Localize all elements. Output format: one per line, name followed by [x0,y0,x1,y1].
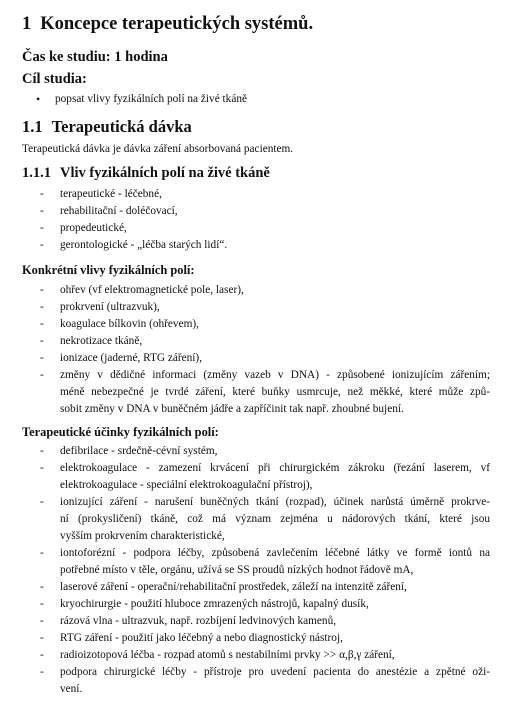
dash-bullet-icon: - [40,335,44,347]
heading-1 [22,14,313,35]
dash-bullet-icon: - [40,222,44,234]
list-item-line: vyšším prokrvením charakteristické, [60,530,225,542]
list-item-line: ionizace (jaderné, RTG záření), [60,352,203,364]
list-item-line: gerontologické - „léčba starých lidí“. [60,239,228,251]
concrete-effects-list [40,282,490,418]
concrete-effects-label: Konkrétní vlivy fyzikálních polí: [22,263,195,277]
list-item-line: rázová vlna - ultrazvuk, např. rozbíjení ledvinových kamenů, [60,615,337,627]
list-item [40,545,490,579]
heading-3-text: Vliv fyzikálních polí na živé tkáně [60,165,270,181]
dash-bullet-icon: - [40,205,44,217]
list-item [40,186,490,203]
dash-bullet-icon: - [40,188,44,200]
dash-bullet-icon: - [40,632,44,644]
therapeutic-effects-label: Terapeutické účinky fyzikálních polí: [22,425,219,439]
list-item [40,367,490,418]
list-item [40,460,490,494]
list-item [40,316,490,333]
heading-2-text: Terapeutická dávka [51,117,192,136]
list-item [40,220,490,237]
list-item-line: elektrokoagulace - speciální elektrokoagulační přístroj), [60,479,313,491]
list-item-line: podpora chirurgické léčby - přístroje pro uvedení pacienta do anestézie a zpětné oži- [60,666,490,678]
heading-3 [22,165,270,182]
dash-bullet-icon: - [40,496,44,508]
list-item [40,596,490,613]
dash-bullet-icon: - [40,598,44,610]
list-item-line: ohřev (vf elektromagnetické pole, laser), [60,284,244,296]
dash-bullet-icon: - [40,318,44,330]
list-item [40,237,490,254]
heading-3-number: 1.1.1 [22,165,51,181]
dash-bullet-icon: - [40,615,44,627]
dash-bullet-icon: - [40,352,44,364]
list-item-line: vení. [60,683,83,695]
list-item-line: propedeutické, [60,222,127,234]
dash-bullet-icon: - [40,369,44,381]
list-item-line: koagulace bílkovin (ohřevem), [60,318,199,330]
dash-bullet-icon: - [40,666,44,678]
goal-item-text: popsat vlivy fyzikálních polí na živé tkáně [55,93,247,105]
dash-bullet-icon: - [40,239,44,251]
list-item-line: laserové záření - operační/rehabilitační prostředek, záleží na intenzitě záření, [60,581,407,593]
list-item [40,350,490,367]
dash-bullet-icon: - [40,462,44,474]
list-item-line: radioizotopová léčba - rozpad atomů s nestabilními prvky >> α,β,γ záření, [60,649,395,661]
list-item [40,613,490,630]
heading-1-number: 1 [22,14,32,34]
list-item-line: elektrokoagulace - zamezení krvácení při chirurgickém zákroku (řezání laserem, vf [60,462,490,474]
study-time: Čas ke studiu: 1 hodina [22,49,168,65]
list-item-line: ní (prokysličení) tkáně, což má význam zejména u nádorových tkání, které jsou [60,513,490,525]
list-item-line: rehabilitační - doléčovací, [60,205,178,217]
list-item [40,299,490,316]
dose-definition: Terapeutická dávka je dávka záření absorbovaná pacientem. [22,143,294,155]
list-item-line: iontoforézní - podpora léčby, způsobená zavlečením léčebné látky ve formě iontů na [60,547,490,559]
list-item-line: potřebné místo v těle, orgánu, užívá se SS proudů nízkých hodnot řádově mA, [60,564,414,576]
dash-bullet-icon: - [40,581,44,593]
dash-bullet-icon: - [40,547,44,559]
list-item [40,333,490,350]
dash-bullet-icon: - [40,445,44,457]
list-item [40,443,490,460]
heading-1-text: Koncepce terapeutických systémů. [40,14,314,34]
list-item-line: méně nebezpečné je tvrdé záření, které buňky usmrcuje, než měkké, které může způ- [60,386,490,398]
list-item-line: terapeutické - léčebné, [60,188,162,200]
bullet-dot-icon: • [36,92,41,106]
list-item [40,579,490,596]
heading-2 [22,117,192,137]
list-item-line: změny v dědičné informaci (změny vazeb v DNA) - způsobené ionizujícím zářením; [60,369,490,381]
list-item [40,664,490,698]
goal-label: Cíl studia: [22,71,87,87]
list-item-line: RTG záření - použití jako léčebný a nebo diagnostický nástroj, [60,632,343,644]
heading-2-number: 1.1 [22,117,43,136]
influence-list [40,186,490,254]
list-item-line: defibrilace - srdečně-cévní systém, [60,445,218,457]
therapeutic-effects-list [40,443,490,698]
list-item-line: nekrotizace tkáně, [60,335,143,347]
dash-bullet-icon: - [40,649,44,661]
dash-bullet-icon: - [40,284,44,296]
list-item [40,630,490,647]
list-item [40,647,490,664]
list-item [40,282,490,299]
list-item [40,494,490,545]
list-item [40,203,490,220]
list-item-line: ionizující záření - narušení buněčných tkání (rozpad), účinek narůstá úměrně prokrve- [60,496,490,508]
dash-bullet-icon: - [40,301,44,313]
list-item-line: prokrvení (ultrazvuk), [60,301,160,313]
list-item-line: kryochirurgie - použití hluboce zmrazených nástrojů, kapalný dusík, [60,598,369,610]
list-item-line: sobit změny v DNA v buněčném jádře a zapříčinit tak např. zhoubné bujení. [60,403,404,415]
